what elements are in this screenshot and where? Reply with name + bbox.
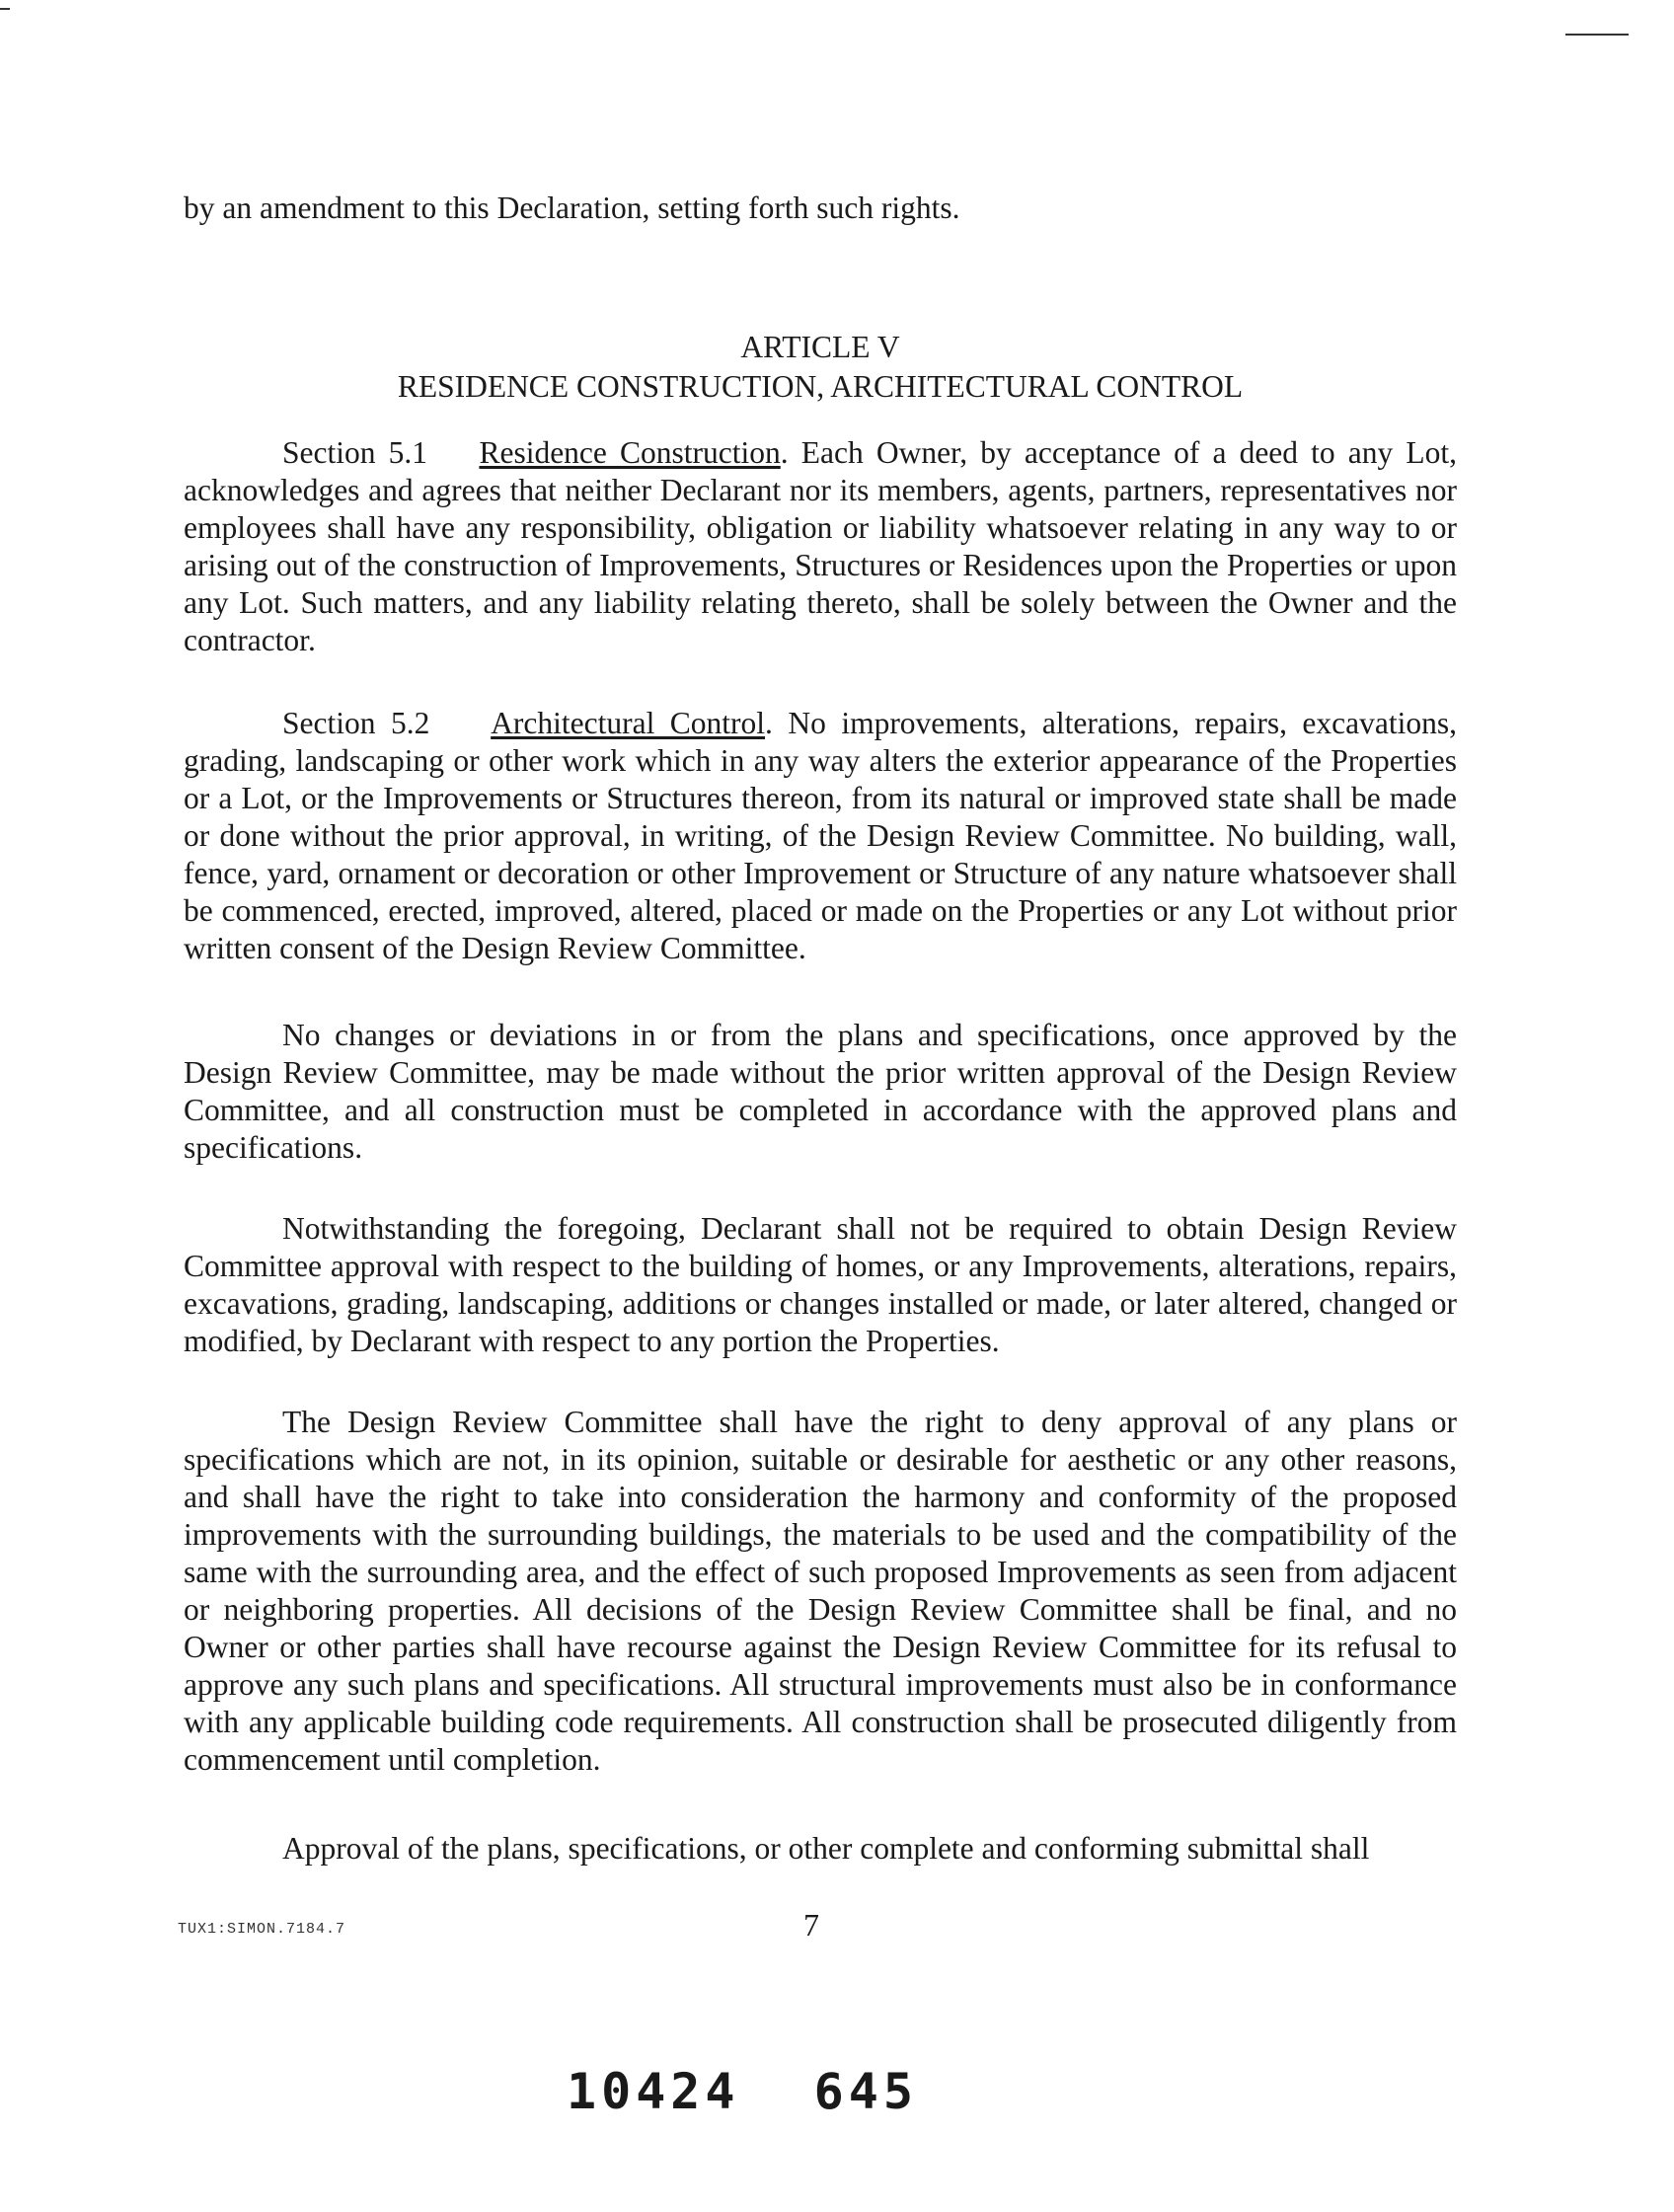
section-5-2-heading: Architectural Control: [491, 706, 766, 740]
footer-doc-id: TUX1:SIMON.7184.7: [178, 1921, 346, 1938]
article-heading: [184, 328, 1457, 407]
recording-book: 10424: [567, 2063, 740, 2120]
scan-mark-top-right: [1565, 34, 1629, 36]
section-5-1-label: Section 5.1: [282, 435, 427, 470]
paragraph-approval: Approval of the plans, specifications, or other complete and conforming submittal shall: [282, 1831, 1370, 1866]
recording-page: 645: [813, 2063, 918, 2120]
section-5-2-label: Section 5.2: [282, 706, 430, 740]
paragraph-changes: No changes or deviations in or from the plans and specifications, once approved by the Design Review Committee, may be made without the prior written approval of the Design Review Committee, and all construction must be completed in accordance with the approved plans and specifications.: [184, 1018, 1457, 1165]
section-5-1-body: . Each Owner, by acceptance of a deed to any Lot, acknowledges and agrees that neither Declarant nor its members, agents, partners, representatives nor employees shall have any responsibility, obligation or liability whatsoever relating in any way to or arising out of the construction of Improvements, Structures or Residences upon the Properties or upon any Lot. Such matters, and any liability relating thereto, shall be solely between the Owner and the contractor.: [184, 435, 1457, 657]
section-5-1: [184, 434, 1457, 659]
recording-stamp: [567, 2063, 918, 2120]
page-number: 7: [803, 1907, 819, 1943]
article-title: RESIDENCE CONSTRUCTION, ARCHITECTURAL CONTROL: [397, 369, 1244, 404]
article-number: ARTICLE V: [740, 330, 900, 364]
paragraph-notwithstanding: Notwithstanding the foregoing, Declarant shall not be required to obtain Design Review Committee approval with respect to the building of homes, or any Improvements, alterations, repairs, excavations, grading, landscaping, additions or changes installed or made, or later altered, changed or modified, by Declarant with respect to any portion the Properties.: [184, 1211, 1457, 1358]
section-5-2: [184, 705, 1457, 967]
paragraph-design-review-rights: The Design Review Committee shall have the right to deny approval of any plans or specifications which are not, in its opinion, suitable or desirable for aesthetic or any other reasons, and shall have the right to take into consideration the harmony and conformity of the proposed improvements with the surrounding buildings, the materials to be used and the compatibility of the same with the surrounding area, and the effect of such proposed Improvements as seen from adjacent or neighboring properties. All decisions of the Design Review Committee shall be final, and no Owner or other parties shall have recourse against the Design Review Committee for its refusal to approve any such plans and specifications. All structural improvements must also be in conformance with any applicable building code requirements. All construction shall be prosecuted diligently from commencement until completion.: [184, 1405, 1457, 1777]
section-5-1-heading: Residence Construction: [479, 435, 781, 470]
intro-line: by an amendment to this Declaration, setting forth such rights.: [184, 191, 960, 225]
scan-mark-top-left: [0, 8, 10, 10]
section-5-2-body: . No improvements, alterations, repairs, excavations, grading, landscaping or other work which in any way alters the exterior appearance of the Properties or a Lot, or the Improvements or Structures thereon, from its natural or improved state shall be made or done without the prior approval, in writing, of the Design Review Committee. No building, wall, fence, yard, ornament or decoration or other Improvement or Structure of any nature whatsoever shall be commenced, erected, improved, altered, placed or made on the Properties or any Lot without prior written consent of the Design Review Committee.: [184, 706, 1457, 965]
